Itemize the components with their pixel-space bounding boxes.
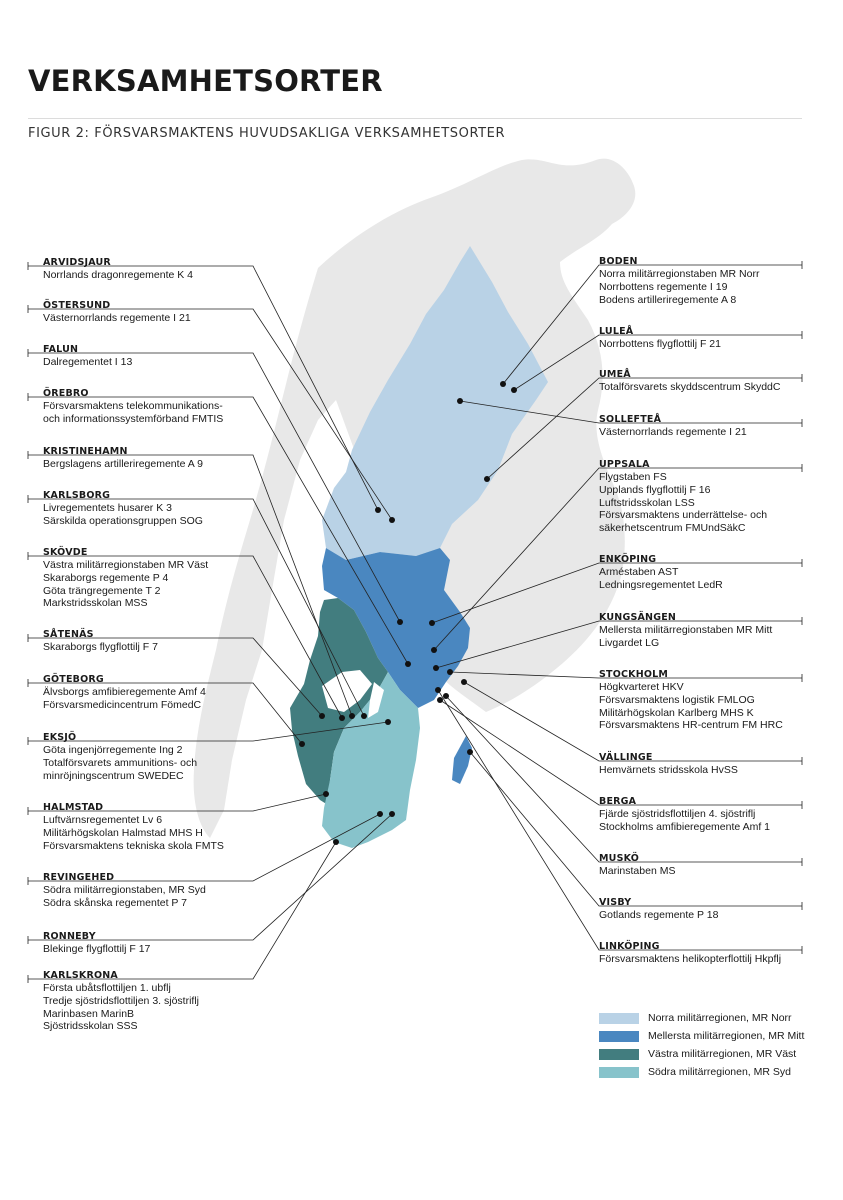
legend-label-vast: Västra militärregionen, MR Väst [648, 1048, 797, 1060]
site-halmstad [43, 801, 253, 852]
site-stockholm [599, 668, 809, 732]
marker-orebro [405, 661, 411, 667]
marker-linkoping [435, 687, 441, 693]
legend-item-syd [599, 1063, 819, 1081]
site-orebro [43, 387, 253, 426]
site-name-goteborg: GÖTEBORG [43, 674, 104, 685]
unit-entry: Skaraborgs regemente P 4 [43, 571, 169, 584]
site-name-enkoping: ENKÖPING [599, 554, 657, 565]
site-unit-list [599, 381, 809, 394]
unit-entry: Markstridsskolan MSS [43, 597, 148, 610]
unit-entry: Försvarsmaktens underrättelse- och [599, 509, 768, 522]
unit-entry: Livgardet LG [599, 636, 660, 649]
unit-entry: Tredje sjöstridsflottiljen 3. sjöstriflj [43, 994, 199, 1007]
site-unit-list [599, 268, 809, 306]
unit-entry: Första ubåtsflottiljen 1. ubflj [43, 982, 171, 994]
site-name-eksjo: EKSJÖ [43, 732, 77, 743]
unit-entry: Flygstaben FS [599, 471, 667, 483]
marker-eksjo [385, 719, 391, 725]
marker-karlskrona [333, 839, 339, 845]
marker-musko [443, 693, 449, 699]
site-boden [599, 255, 809, 306]
site-name-umea: UMEÅ [599, 369, 631, 380]
site-eksjo [43, 731, 253, 782]
site-unit-list [43, 943, 253, 956]
unit-entry: Särskilda operationsgruppen SOG [43, 514, 203, 527]
site-name-ronneby: RONNEBY [43, 931, 96, 942]
unit-entry: Försvarsmaktens HR-centrum FM HRC [599, 719, 783, 732]
unit-entry: Skaraborgs flygflottilj F 7 [43, 641, 158, 653]
unit-entry: Göta ingenjörregemente Ing 2 [43, 744, 183, 756]
unit-entry: Norra militärregionstaben MR Norr [599, 268, 760, 280]
site-unit-list [599, 808, 809, 834]
site-kungsangen [599, 611, 809, 650]
unit-entry: och informationssystemförband FMTIS [43, 412, 224, 425]
unit-entry: Hemvärnets stridsskola HvSS [599, 764, 738, 776]
marker-arvidsjaur [375, 507, 381, 513]
site-unit-list [43, 269, 253, 282]
unit-entry: Upplands flygflottilj F 16 [599, 483, 711, 496]
unit-entry: Totalförsvarets ammunitions- och [43, 756, 198, 769]
site-unit-list [43, 814, 253, 852]
site-visby [599, 896, 809, 922]
gotland-island [452, 736, 472, 784]
site-name-berga: BERGA [599, 796, 637, 807]
site-revingehed [43, 871, 253, 910]
unit-entry: Norrlands dragonregemente K 4 [43, 269, 194, 281]
leader-line-karlskrona [28, 839, 336, 979]
site-unit-list [599, 865, 809, 878]
site-unit-list [599, 953, 809, 966]
title-divider [28, 118, 802, 119]
unit-entry: Fjärde sjöstridsflottiljen 4. sjöstriflj [599, 808, 756, 820]
site-unit-list [43, 884, 253, 910]
unit-entry: Stockholms amfibieregemente Amf 1 [599, 820, 770, 833]
site-name-stockholm: STOCKHOLM [599, 669, 669, 680]
site-musko [599, 852, 809, 878]
marker-lulea [511, 387, 517, 393]
site-name-karlskrona: KARLSKRONA [43, 970, 118, 981]
marker-berga [437, 697, 443, 703]
site-solleftea [599, 413, 809, 439]
site-unit-list [43, 400, 253, 426]
site-name-kungsangen: KUNGSÄNGEN [599, 612, 677, 623]
unit-entry: Södra skånska regementet P 7 [43, 896, 187, 909]
unit-entry: Gotlands regemente P 18 [599, 909, 719, 921]
site-unit-list [43, 502, 253, 528]
site-falun [43, 343, 253, 369]
site-name-satenas: SÅTENÄS [43, 629, 94, 640]
marker-solleftea [457, 398, 463, 404]
unit-entry: Försvarsmedicincentrum FömedC [43, 698, 202, 711]
site-unit-list [43, 458, 253, 471]
site-uppsala [599, 458, 809, 535]
unit-entry: Försvarsmaktens tekniska skola FMTS [43, 839, 224, 852]
unit-entry: Bergslagens artilleriregemente A 9 [43, 458, 203, 470]
legend-item-vast [599, 1045, 819, 1063]
site-unit-list [43, 356, 253, 369]
unit-entry: Sjöstridsskolan SSS [43, 1020, 138, 1033]
site-vallinge [599, 751, 809, 777]
unit-entry: Dalregementet I 13 [43, 356, 133, 368]
site-name-ostersund: ÖSTERSUND [43, 300, 111, 311]
marker-enkoping [429, 620, 435, 626]
unit-entry: Ledningsregementet LedR [599, 578, 723, 591]
unit-entry: Militärhögskolan Karlberg MHS K [599, 706, 754, 719]
site-unit-list [43, 686, 253, 712]
marker-ronneby [389, 811, 395, 817]
unit-entry: Blekinge flygflottilj F 17 [43, 943, 151, 955]
unit-entry: Luftvärnsregementet Lv 6 [43, 814, 163, 826]
unit-entry: minröjningscentrum SWEDEC [43, 769, 184, 782]
marker-kungsangen [433, 665, 439, 671]
unit-entry: Luftstridsskolan LSS [599, 496, 695, 509]
site-enkoping [599, 553, 809, 592]
unit-entry: Marinstaben MS [599, 865, 676, 877]
legend [599, 1009, 819, 1081]
site-ostersund [43, 299, 253, 325]
site-umea [599, 368, 809, 394]
site-unit-list [599, 338, 809, 351]
site-name-falun: FALUN [43, 344, 79, 355]
site-name-halmstad: HALMSTAD [43, 802, 104, 813]
page-title: VERKSAMHETSORTER [28, 64, 383, 98]
unit-entry: Militärhögskolan Halmstad MHS H [43, 826, 203, 839]
site-name-boden: BODEN [599, 256, 638, 267]
site-goteborg [43, 673, 253, 712]
unit-entry: Marinbasen MarinB [43, 1007, 135, 1020]
legend-label-norr: Norra militärregionen, MR Norr [648, 1012, 792, 1024]
site-berga [599, 795, 809, 834]
site-name-skovde: SKÖVDE [43, 547, 88, 558]
site-lulea [599, 325, 809, 351]
marker-umea [484, 476, 490, 482]
site-linkoping [599, 940, 809, 966]
site-karlskrona [43, 969, 253, 1033]
unit-entry: Mellersta militärregionstaben MR Mitt [599, 624, 773, 636]
legend-label-syd: Södra militärregionen, MR Syd [648, 1066, 791, 1078]
marker-falun [397, 619, 403, 625]
legend-swatch-norr [599, 1013, 639, 1024]
site-unit-list [599, 764, 809, 777]
unit-entry: Bodens artilleriregemente A 8 [599, 293, 737, 306]
unit-entry: Livregementets husarer K 3 [43, 502, 172, 514]
unit-entry: Göta trängregemente T 2 [43, 584, 161, 597]
site-unit-list [599, 566, 809, 592]
site-skovde [43, 546, 253, 610]
unit-entry: säkerhetscentrum FMUndSäkC [599, 522, 746, 535]
unit-entry: Försvarsmaktens helikopterflottilj Hkpflj [599, 953, 782, 965]
site-karlsborg [43, 489, 253, 528]
unit-entry: Försvarsmaktens telekommunikations- [43, 400, 223, 412]
legend-item-mitt [599, 1027, 819, 1045]
site-unit-list [43, 744, 253, 782]
marker-stockholm [447, 669, 453, 675]
marker-boden [500, 381, 506, 387]
site-unit-list [43, 982, 253, 1033]
unit-entry: Västra militärregionstaben MR Väst [43, 559, 209, 571]
legend-swatch-mitt [599, 1031, 639, 1042]
legend-item-norr [599, 1009, 819, 1027]
marker-karlsborg [361, 713, 367, 719]
marker-kristinehamn [349, 713, 355, 719]
marker-revingehed [377, 811, 383, 817]
site-name-vallinge: VÄLLINGE [599, 752, 653, 763]
unit-entry: Västernorrlands regemente I 21 [599, 426, 747, 438]
site-name-kristinehamn: KRISTINEHAMN [43, 446, 128, 457]
site-unit-list [599, 426, 809, 439]
marker-vallinge [461, 679, 467, 685]
site-name-karlsborg: KARLSBORG [43, 490, 111, 501]
unit-entry: Försvarsmaktens logistik FMLOG [599, 693, 755, 706]
site-unit-list [43, 641, 253, 654]
unit-entry: Södra militärregionstaben, MR Syd [43, 884, 206, 896]
site-unit-list [599, 471, 809, 535]
site-satenas [43, 628, 253, 654]
site-name-visby: VISBY [599, 897, 632, 908]
site-name-solleftea: SOLLEFTEÅ [599, 414, 662, 425]
site-unit-list [43, 312, 253, 325]
marker-satenas [319, 713, 325, 719]
marker-goteborg [299, 741, 305, 747]
site-name-lulea: LULEÅ [599, 326, 634, 337]
site-unit-list [599, 909, 809, 922]
marker-ostersund [389, 517, 395, 523]
site-arvidsjaur [43, 256, 253, 282]
site-kristinehamn [43, 445, 253, 471]
unit-entry: Norrbottens regemente I 19 [599, 280, 728, 293]
unit-entry: Högkvarteret HKV [599, 681, 684, 693]
unit-entry: Totalförsvarets skyddscentrum SkyddC [599, 381, 781, 393]
site-name-arvidsjaur: ARVIDSJAUR [43, 257, 111, 268]
figure-caption: FIGUR 2: FÖRSVARSMAKTENS HUVUDSAKLIGA VERKSAMHETSORTER [28, 126, 506, 141]
legend-swatch-syd [599, 1067, 639, 1078]
legend-label-mitt: Mellersta militärregionen, MR Mitt [648, 1030, 805, 1042]
marker-visby [467, 749, 473, 755]
marker-uppsala [431, 647, 437, 653]
site-unit-list [43, 559, 253, 610]
marker-halmstad [323, 791, 329, 797]
unit-entry: Västernorrlands regemente I 21 [43, 312, 191, 324]
site-name-revingehed: REVINGEHED [43, 872, 115, 883]
site-name-uppsala: UPPSALA [599, 459, 650, 470]
unit-entry: Norrbottens flygflottilj F 21 [599, 338, 721, 350]
site-name-orebro: ÖREBRO [43, 388, 89, 399]
site-unit-list [599, 681, 809, 732]
legend-swatch-vast [599, 1049, 639, 1060]
site-name-linkoping: LINKÖPING [599, 941, 660, 952]
unit-entry: Arméstaben AST [599, 566, 679, 578]
site-ronneby [43, 930, 253, 956]
site-unit-list [599, 624, 809, 650]
unit-entry: Älvsborgs amfibieregemente Amf 4 [43, 686, 206, 698]
marker-skovde [339, 715, 345, 721]
site-name-musko: MUSKÖ [599, 853, 640, 864]
